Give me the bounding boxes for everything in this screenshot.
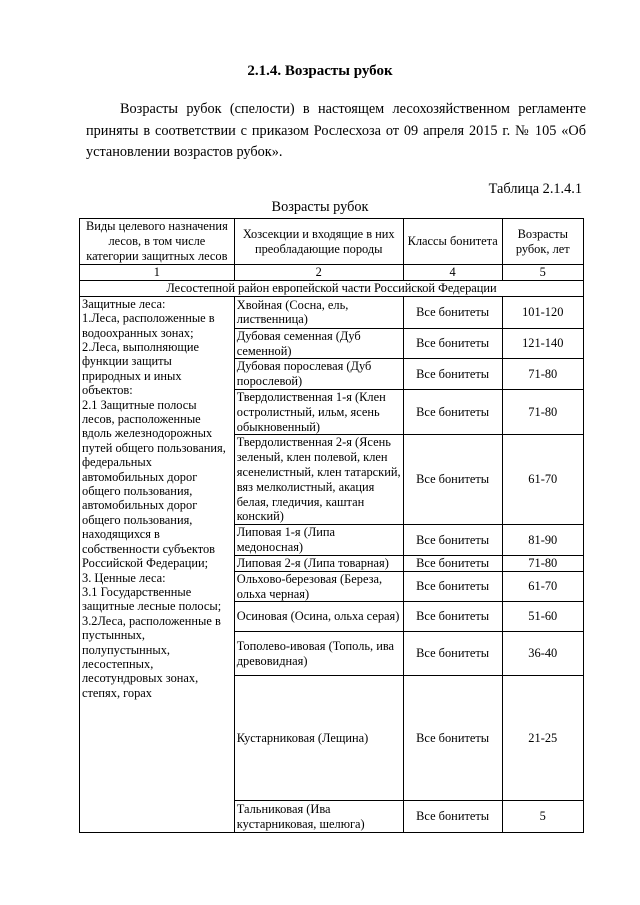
age-cell: 36-40 — [502, 632, 583, 676]
column-number: 1 — [80, 265, 235, 281]
bonitet-cell: Все бонитеты — [403, 389, 502, 434]
age-cell: 21-25 — [502, 676, 583, 801]
bonitet-cell: Все бонитеты — [403, 525, 502, 556]
age-cell: 51-60 — [502, 602, 583, 632]
column-number: 5 — [502, 265, 583, 281]
cutting-age-table — [79, 218, 584, 833]
bonitet-cell: Все бонитеты — [403, 359, 502, 390]
section-cell: Твердолиственная 2-я (Ясень зеленый, клен полевой, клен ясенелистный, клен татарский, вяз мелколистный, акация белая, гледичия, каштан конский) — [234, 435, 403, 525]
table-header-row — [80, 219, 584, 265]
column-number-row — [80, 265, 584, 281]
intro-paragraph: Возрасты рубок (спелости) в настоящем лесохозяйственном регламенте приняты в соответствии с приказом Рослесхоза от 09 апреля 2015 г. № 105 «Об установлении возрастов рубок». — [86, 101, 586, 160]
age-cell: 101-120 — [502, 296, 583, 328]
section-cell: Липовая 1-я (Липа медоносная) — [234, 525, 403, 556]
table-caption: Возрасты рубок — [271, 199, 369, 215]
bonitet-cell: Все бонитеты — [403, 801, 502, 833]
column-header: Классы бонитета — [403, 219, 502, 265]
bonitet-cell: Все бонитеты — [403, 328, 502, 359]
bonitet-cell: Все бонитеты — [403, 435, 502, 525]
age-cell: 71-80 — [502, 555, 583, 571]
section-cell: Хвойная (Сосна, ель, лиственница) — [234, 296, 403, 328]
bonitet-cell: Все бонитеты — [403, 676, 502, 801]
bonitet-cell: Все бонитеты — [403, 632, 502, 676]
bonitet-cell: Все бонитеты — [403, 571, 502, 602]
age-cell: 81-90 — [502, 525, 583, 556]
category-cell: Защитные леса: 1.Леса, расположенные в водоохранных зонах; 2.Леса, выполняющие функции защиты природных и иных объектов: 2.1 Защитные полосы лесов, расположенные вдоль железнодорожных путей общего пользования, федеральных автомобильных дорог общего пользования, автомобильных дорог общего пользования, находящихся в собственности субъектов Российской Федерации; 3. Ценные леса: 3.1 Государственные защитные лесные полосы; 3.2Леса, расположенные в пустынных, полупустынных, лесостепных, лесотундровых зонах, степях, горах — [80, 296, 235, 833]
table-row — [80, 296, 584, 328]
section-cell: Дубовая семенная (Дуб семенной) — [234, 328, 403, 359]
section-cell: Осиновая (Осина, ольха серая) — [234, 602, 403, 632]
region-label: Лесостепной район европейской части Российской Федерации — [80, 280, 584, 296]
bonitet-cell: Все бонитеты — [403, 555, 502, 571]
section-cell: Ольхово-березовая (Береза, ольха черная) — [234, 571, 403, 602]
region-row — [80, 280, 584, 296]
section-cell: Твердолиственная 1-я (Клен остролистный, ильм, ясень обыкновенный) — [234, 389, 403, 434]
column-header: Хозсекции и входящие в них преобладающие породы — [234, 219, 403, 265]
section-heading: 2.1.4. Возрасты рубок — [247, 63, 393, 79]
age-cell: 61-70 — [502, 571, 583, 602]
age-cell: 71-80 — [502, 359, 583, 390]
bonitet-cell: Все бонитеты — [403, 602, 502, 632]
section-cell: Кустарниковая (Лещина) — [234, 676, 403, 801]
column-number: 2 — [234, 265, 403, 281]
age-cell: 71-80 — [502, 389, 583, 434]
section-cell: Тальниковая (Ива кустарниковая, шелюга) — [234, 801, 403, 833]
section-cell: Липовая 2-я (Липа товарная) — [234, 555, 403, 571]
column-header: Возрасты рубок, лет — [502, 219, 583, 265]
column-header: Виды целевого назначения лесов, в том числе категории защитных лесов — [80, 219, 235, 265]
table-number: Таблица 2.1.4.1 — [488, 181, 582, 197]
bonitet-cell: Все бонитеты — [403, 296, 502, 328]
column-number: 4 — [403, 265, 502, 281]
age-cell: 121-140 — [502, 328, 583, 359]
section-cell: Тополево-ивовая (Тополь, ива древовидная) — [234, 632, 403, 676]
section-cell: Дубовая порослевая (Дуб порослевой) — [234, 359, 403, 390]
age-cell: 61-70 — [502, 435, 583, 525]
age-cell: 5 — [502, 801, 583, 833]
